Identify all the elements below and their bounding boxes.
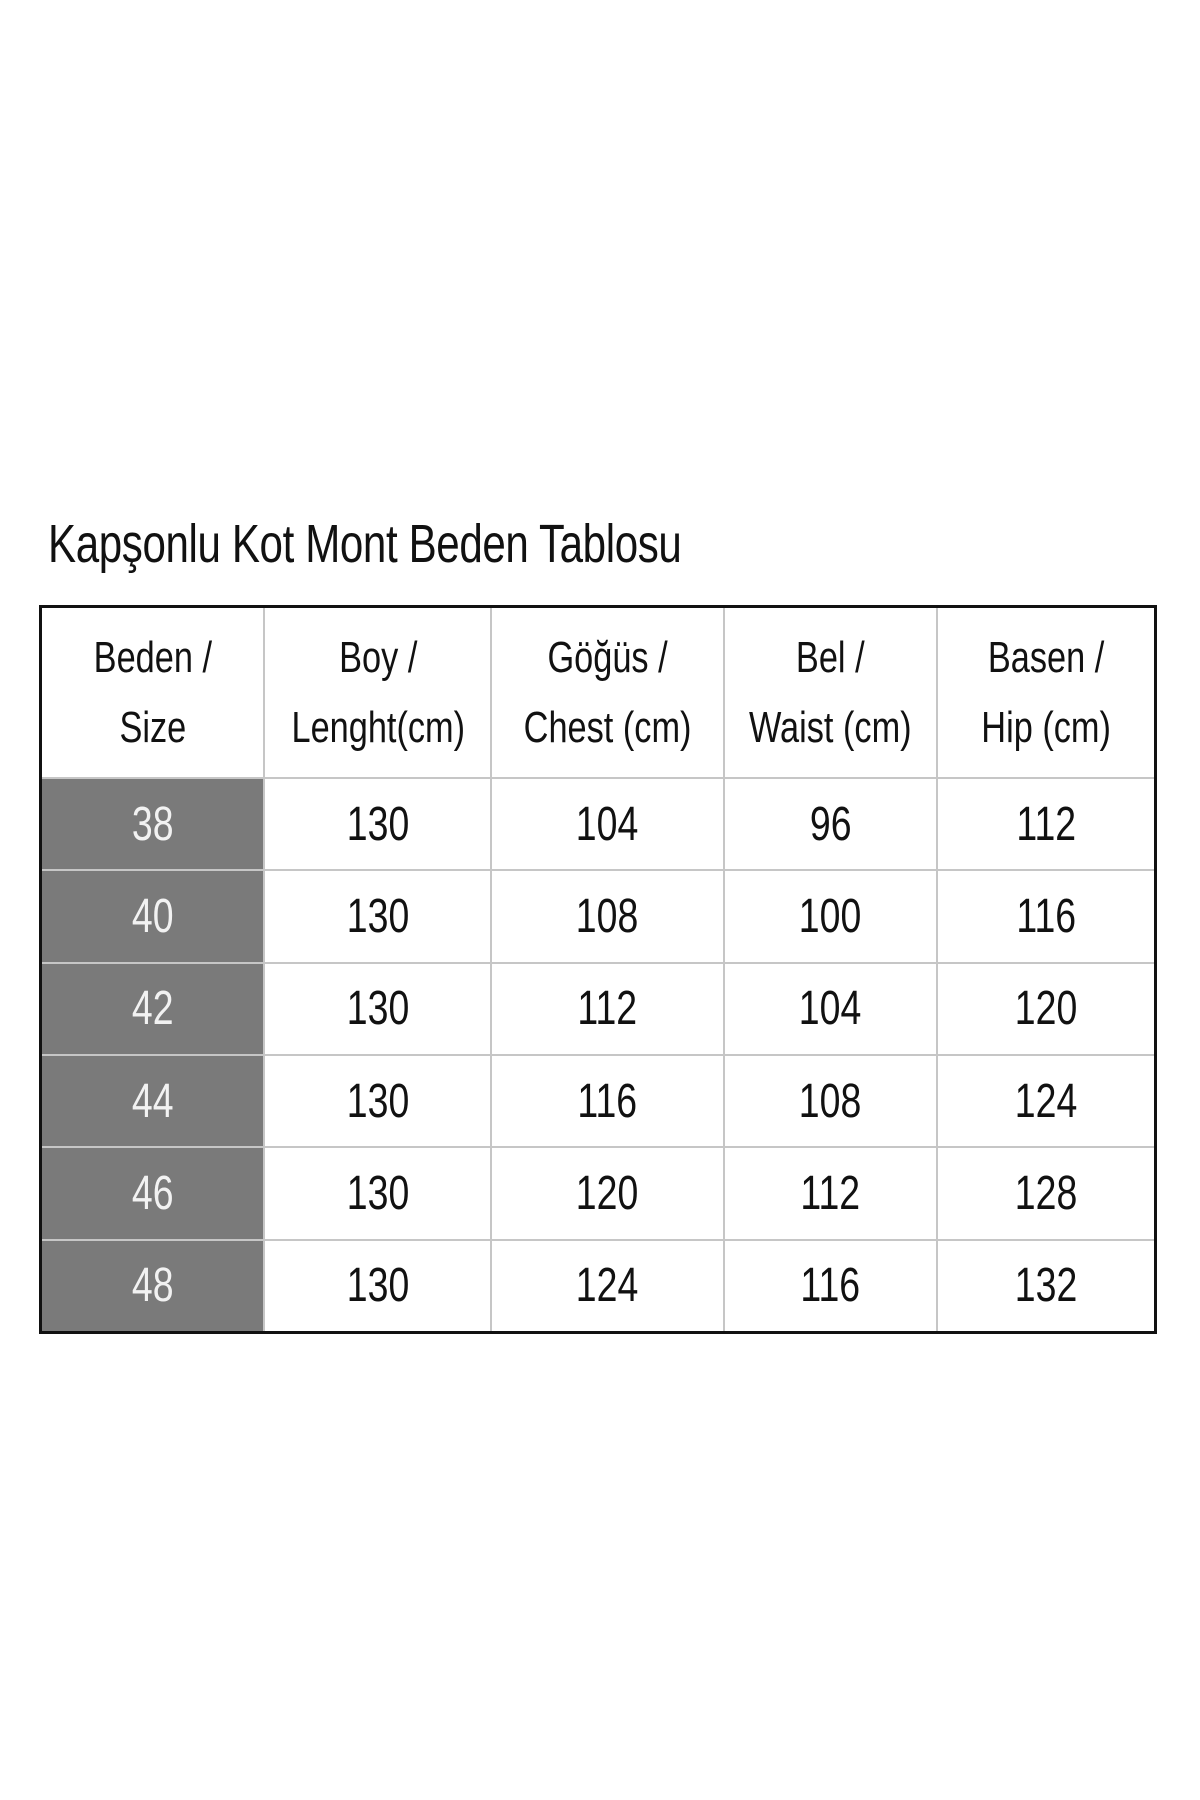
- size-chart-table: [39, 605, 1157, 1334]
- hip-cell: 128: [937, 1147, 1154, 1239]
- header-hip: [937, 608, 1154, 778]
- table-row: [42, 870, 1154, 962]
- size-cell: 44: [42, 1055, 264, 1147]
- chest-cell: 108: [491, 870, 723, 962]
- hip-cell: 120: [937, 963, 1154, 1055]
- size-cell: 40: [42, 870, 264, 962]
- header-size-line1: Beden /: [93, 632, 212, 682]
- header-hip-line2: Hip (cm): [981, 702, 1111, 752]
- table-row: [42, 1147, 1154, 1239]
- length-cell: 130: [264, 778, 491, 870]
- header-row: [42, 608, 1154, 778]
- hip-cell: 116: [937, 870, 1154, 962]
- header-length: [264, 608, 491, 778]
- chest-cell: 112: [491, 963, 723, 1055]
- length-cell: 130: [264, 1147, 491, 1239]
- length-cell: 130: [264, 1240, 491, 1331]
- length-cell: 130: [264, 1055, 491, 1147]
- size-cell: 38: [42, 778, 264, 870]
- length-cell: 130: [264, 963, 491, 1055]
- header-length-line1: Boy /: [338, 632, 417, 682]
- header-chest: [491, 608, 723, 778]
- chest-cell: 104: [491, 778, 723, 870]
- length-cell: 130: [264, 870, 491, 962]
- size-cell: 48: [42, 1240, 264, 1331]
- waist-cell: 100: [724, 870, 938, 962]
- header-waist: [724, 608, 938, 778]
- header-size: [42, 608, 264, 778]
- hip-cell: 124: [937, 1055, 1154, 1147]
- waist-cell: 116: [724, 1240, 938, 1331]
- chest-cell: 124: [491, 1240, 723, 1331]
- header-length-line2: Lenght(cm): [291, 702, 465, 752]
- size-cell: 42: [42, 963, 264, 1055]
- chest-cell: 116: [491, 1055, 723, 1147]
- header-waist-line1: Bel /: [796, 632, 865, 682]
- waist-cell: 112: [724, 1147, 938, 1239]
- table-row: [42, 963, 1154, 1055]
- hip-cell: 112: [937, 778, 1154, 870]
- table-row: [42, 778, 1154, 870]
- table-row: [42, 1240, 1154, 1331]
- hip-cell: 132: [937, 1240, 1154, 1331]
- header-waist-line2: Waist (cm): [749, 702, 912, 752]
- header-chest-line1: Göğüs /: [547, 632, 668, 682]
- waist-cell: 96: [724, 778, 938, 870]
- header-chest-line2: Chest (cm): [523, 702, 692, 752]
- waist-cell: 104: [724, 963, 938, 1055]
- chest-cell: 120: [491, 1147, 723, 1239]
- size-cell: 46: [42, 1147, 264, 1239]
- header-size-line2: Size: [119, 702, 187, 752]
- waist-cell: 108: [724, 1055, 938, 1147]
- page-title: Kapşonlu Kot Mont Beden Tablosu: [48, 514, 682, 574]
- table-row: [42, 1055, 1154, 1147]
- header-hip-line1: Basen /: [987, 632, 1105, 682]
